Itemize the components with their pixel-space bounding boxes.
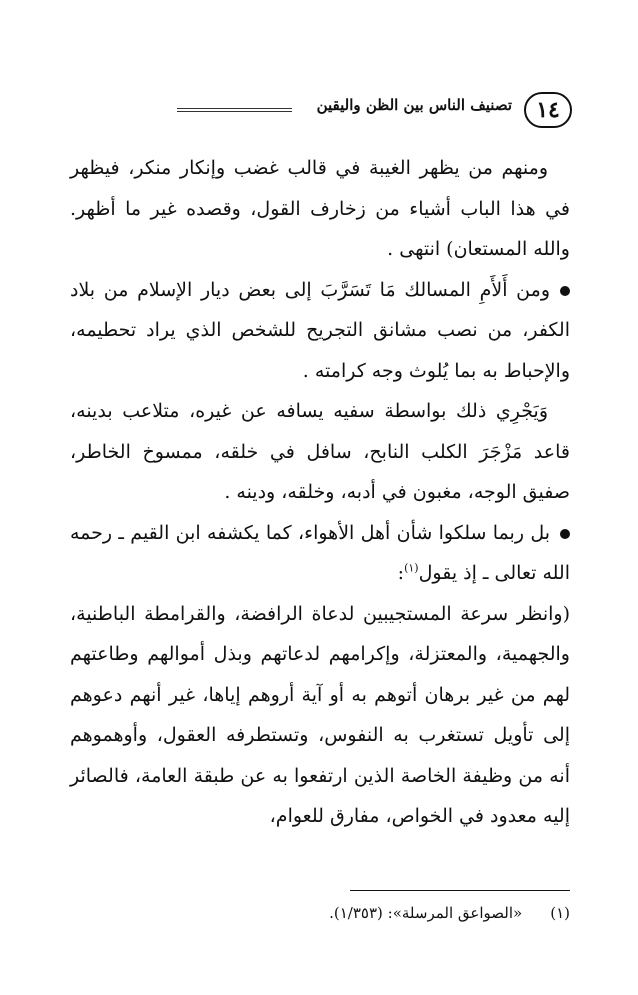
bullet-icon bbox=[560, 286, 570, 296]
body-text bbox=[70, 148, 570, 837]
footnote-separator bbox=[350, 890, 570, 891]
header-rule bbox=[177, 108, 292, 112]
paragraph-4-text: بل ربما سلكوا شأن أهل الأهواء، كما يكشفه ابن القيم ـ رحمه الله تعالى ـ إذ يقول bbox=[70, 521, 570, 584]
bullet-icon bbox=[560, 529, 570, 539]
footnote-number: (١) bbox=[550, 904, 570, 922]
paragraph-4-end: : bbox=[397, 562, 405, 584]
paragraph-2-text: ومن أَلأَمِ المسالك مَا تَسَرَّبَ إلى بعض ديار الإسلام من بلاد الكفر، من نصب مشانق التجريح للشخص الذي يراد تحطيمه، والإحباط به بما يُلوث وجه كرامته . bbox=[70, 278, 570, 382]
page-header bbox=[62, 92, 572, 132]
footnote bbox=[70, 904, 570, 922]
running-title: تصنيف الناس بين الظن واليقين bbox=[316, 96, 512, 114]
page-number: ١٤ bbox=[524, 92, 572, 128]
paragraph-2 bbox=[70, 270, 570, 392]
paragraph-3: وَيَجْرِي ذلك بواسطة سفيه يسافه عن غيره، متلاعب بدينه، قاعد مَزْجَرَ الكلب النابح، سافل في خلقه، ممسوخ الخاطر، صفيق الوجه، مغبون في أدبه، وخلقه، ودينه . bbox=[70, 400, 570, 503]
footnote-reference[interactable]: (١) bbox=[404, 561, 419, 575]
paragraph-4 bbox=[70, 513, 570, 594]
paragraph-1: ومنهم من يظهر الغيبة في قالب غضب وإنكار منكر، فيظهر في هذا الباب أشياء من زخارف القول، وقصده غير ما أظهر. والله المستعان) انتهى . bbox=[70, 157, 570, 260]
paragraph-5-quote: (وانظر سرعة المستجيبين لدعاة الرافضة، والقرامطة الباطنية، والجهمية، والمعتزلة، وإكرامهم لدعاتهم وبذل أموالهم وطاعتهم لهم من غير برهان أتوهم به أو آية أروهم إياها، غير أنهم دعوهم إلى تأويل تستغرب به النفوس، وتستطرفه العقول، وأوهموهم أنه من وظيفة الخاصة الذين ارتفعوا به عن طبقة العامة، فالصائر إليه معدود في الخواص، مفارق للعوام، bbox=[70, 602, 570, 827]
footnote-text: «الصواعق المرسلة»: (١/٣٥٣). bbox=[329, 904, 523, 922]
